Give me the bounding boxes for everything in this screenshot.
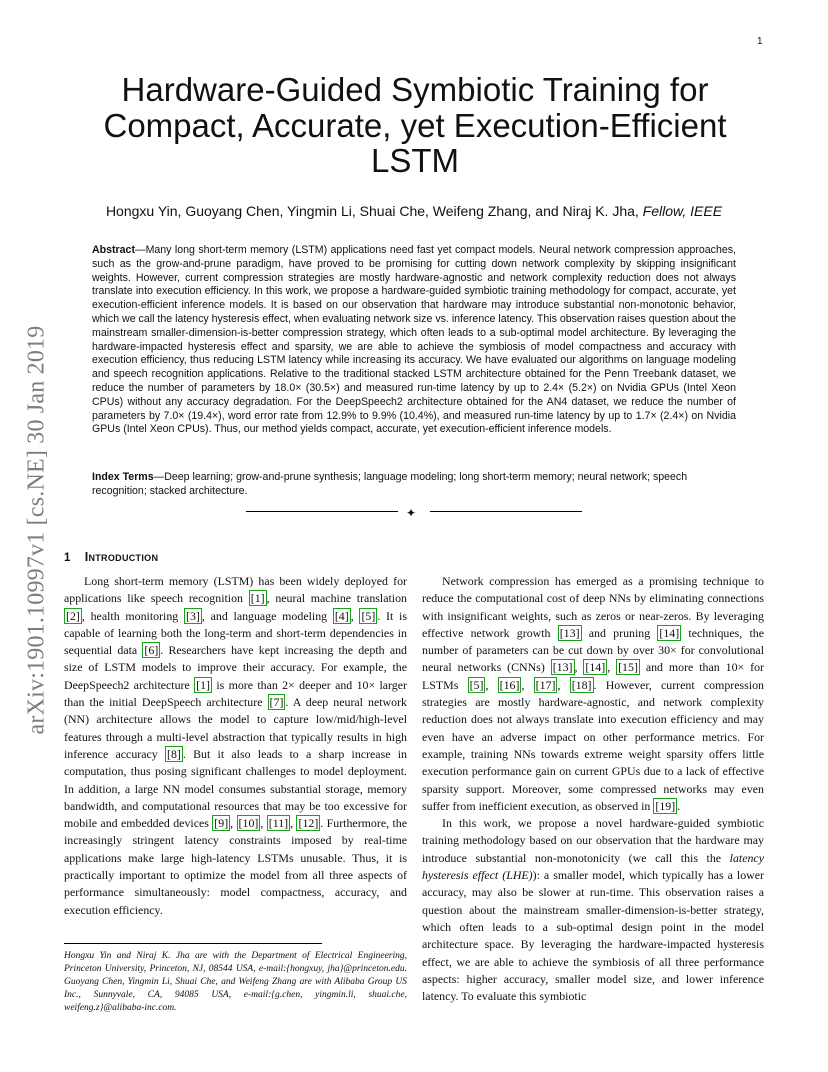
authors-names: Hongxu Yin, Guoyang Chen, Yingmin Li, Shuai Che, Weifeng Zhang, and Niraj K. Jha, [105, 203, 639, 219]
text-run: . However, current compression strategies are mostly hardware-agnostic, and network complexity reduction does not always translate into execution efficiency and may even have an adverse impact on other performance metrics. For example, training NNs towards extreme weight sparsity offers little execution performance gain on current GPUs due to a lack of effective sparsity support. Moreover, some compressed networks may even suffer from inefficient execution, as observed in [422, 677, 764, 813]
text-run: , health monitoring [81, 608, 184, 623]
arxiv-id: arXiv:1901.10997v1 [cs.NE] 30 Jan 2019 [23, 325, 50, 735]
citation-link[interactable]: [11] [268, 816, 289, 831]
text-run: , [607, 660, 617, 675]
text-run: Network compression has emerged as a promising technique to reduce the computational cost of deep NNs by eliminating connections with insignificant weights, such as zeros or near-zeros. By leveraging effective network growth [422, 574, 764, 640]
citation-link[interactable]: [5] [469, 677, 484, 692]
separator-line-right [430, 511, 582, 512]
abstract [92, 244, 736, 437]
citation-link[interactable]: [18] [571, 677, 592, 692]
text-run: . [677, 798, 681, 813]
citation-link[interactable]: [3] [186, 608, 200, 623]
paper-title: Hardware-Guided Symbiotic Training for Compact, Accurate, yet Execution-Efficient LSTM [103, 71, 727, 180]
citation-link[interactable]: [13] [552, 660, 573, 675]
arxiv-stamp [22, 295, 52, 765]
text-run: , [521, 677, 534, 692]
text-run: is more than 2× deeper and 10× larger than the initial DeepSpeech architecture [64, 677, 407, 710]
citation-link[interactable]: [19] [655, 798, 676, 813]
text-run: ): a smaller model, which typically has a lower accuracy, may also be slower at run-time. This observation raises a question about the mainstream smaller-dimension-is-better strategy, which often leads to a sub-optimal design point in the model architecture space. By leveraging the hardware-impacted hysteresis effect, we are able to achieve the symbiosis of all three performance aspects: higher accuracy, smaller model size, and lower inference latency. To evaluate this symbiotic [422, 868, 764, 1004]
section-title: Introduction [84, 550, 159, 564]
separator-line-left [246, 511, 398, 512]
left-column [64, 573, 407, 919]
text-run: . It is capable of learning both the long-term and short-term dependencies in sequential data [64, 608, 407, 658]
section-heading [64, 550, 158, 564]
text-run: , [485, 677, 498, 692]
separator-diamond-icon: ✦ [406, 506, 417, 520]
citation-link[interactable]: [10] [238, 816, 259, 831]
citation-link[interactable]: [4] [334, 608, 349, 623]
citation-link[interactable]: [15] [618, 660, 638, 675]
text-run: Long short-term memory (LSTM) has been widely deployed for applications like speech recognition [64, 574, 407, 606]
text-run: . Furthermore, the increasingly stringent latency constraints imposed by real-time applications make large high-latency LSTMs unusable. Thus, it is practically important to optimize the model from all three aspects of performance simultaneously: model compactness, accuracy, and execution efficiency. [64, 816, 407, 917]
citation-link[interactable]: [1] [196, 677, 210, 692]
intro-paragraph-1 [64, 573, 407, 919]
text-run: , [260, 816, 267, 831]
intro-paragraph-3 [422, 815, 764, 1005]
text-run: , [557, 677, 570, 692]
citation-link[interactable]: [13] [559, 625, 580, 640]
abstract-label: Abstract [92, 244, 135, 256]
emphasis-text: latency hysteresis effect (LHE) [422, 850, 764, 883]
footnote-rule [64, 943, 322, 944]
citation-link[interactable]: [8] [166, 746, 181, 761]
citation-link[interactable]: [2] [66, 608, 80, 623]
text-run: techniques, the number of parameters can be cut down by over 30× for convolutional neural networks (CNNs) [422, 625, 765, 675]
right-column [422, 573, 764, 1005]
text-run: , [290, 816, 297, 831]
citation-link[interactable]: [14] [659, 625, 680, 640]
author-list [60, 203, 768, 219]
text-run: , neural machine translation [266, 591, 407, 606]
text-run: In this work, we propose a novel hardware-guided symbiotic training methodology based on our observation that the hardware may introduce substantial non-monotonicity (we call this the [422, 816, 764, 865]
citation-link[interactable]: [14] [585, 660, 606, 675]
intro-paragraph-2 [422, 573, 764, 815]
text-run: and pruning [581, 625, 658, 640]
text-run: , [574, 660, 584, 675]
citation-link[interactable]: [5] [361, 608, 376, 623]
text-run: , [350, 608, 360, 623]
index-label: Index Terms [92, 471, 154, 483]
text-run: and more than 10× for LSTMs [422, 660, 764, 692]
citation-link[interactable]: [7] [269, 695, 284, 710]
abstract-text: —Many long short-term memory (LSTM) applications need fast yet compact models. Neural network compression approaches, such as the grow-and-prune paradigm, have proved to be promising for cutting down network complexity by skipping insignificant weights. However, current compression strategies are mostly hardware-agnostic and network complexity reduction does not always translate into execution efficiency. In this work, we propose a hardware-guided symbiotic training methodology for compact, accurate, yet execution-efficient inference models. It is based on our observation that hardware may introduce substantial non-monotonic behavior, which we call the latency hysteresis effect, when evaluating network size vs. inference latency. This observation raises question about the mainstream smaller-dimension-is-better compression strategy, which often leads to a sub-optimal model architecture. By leveraging the hardware-impacted hysteresis effect and sparsity, we are able to achieve the symbiosis of model compactness and accuracy with execution efficiency, thus reducing LSTM latency while increasing its accuracy. We have evaluated our algorithms on language modeling and speech recognition applications. Relative to the traditional stacked LSTM architecture obtained for the Penn Treebank dataset, we reduce the number of parameters by 18.0× (30.5×) and measured run-time latency by up to 2.4× (5.2×) on Nvidia GPUs (Intel Xeon CPUs) without any accuracy degradation. For the DeepSpeech2 architecture obtained for the AN4 dataset, we reduce the number of parameters by 7.0× (19.4×), word error rate from 12.9% to 9.9% (10.4%), and measured run-time latency by up to 1.7× (2.4×) on Nvidia GPUs (Intel Xeon CPUs). Thus, our method yields compact, accurate, yet execution-efficient inference models. [92, 244, 736, 436]
text-run: , [230, 816, 237, 831]
index-text: —Deep learning; grow-and-prune synthesis; language modeling; long short-term memory; neural network; speech recognition; stacked architecture. [92, 471, 688, 497]
citation-link[interactable]: [9] [214, 816, 229, 831]
text-run: . A deep neural network (NN) architecture allows the model to capture low/mid/high-level features through a multi-level abstraction that typically results in high inference accuracy [64, 695, 407, 761]
index-terms [92, 471, 736, 499]
authors-fellow: Fellow, IEEE [642, 203, 723, 219]
section-number: 1 [64, 552, 71, 564]
citation-link[interactable]: [1] [250, 591, 265, 606]
footnote: Hongxu Yin and Niraj K. Jha are with the Department of Electrical Engineering, Princeton University, Princeton, NJ, 08544 USA, e-mail:{hongxuy, jha}@princeton.edu. Guoyang Chen, Yingmin Li, Shuai Che, and Weifeng Zhang are with Alibaba Group US Inc., Sunnyvale, CA, 94085 USA, e-mail:{g.chen, yingmin.li, shuai.che, weifeng.z}@alibaba-inc.com. [64, 951, 407, 1013]
text-run: . Researchers have kept increasing the depth and size of LSTM models to improve their accuracy. For example, the DeepSpeech2 architecture [64, 643, 407, 692]
citation-link[interactable]: [12] [298, 816, 319, 831]
citation-link[interactable]: [16] [499, 677, 520, 692]
citation-link[interactable]: [17] [535, 677, 556, 692]
page-number: 1 [757, 36, 763, 47]
citation-link[interactable]: [6] [144, 643, 159, 658]
text-run: , and language modeling [201, 608, 333, 623]
text-run: . But it also leads to a sharp increase in computation, thus posing significant challenges to model deployment. In addition, a large NN model consumes substantial storage, memory bandwidth, and computational resources that may be too excessive for mobile and embedded devices [64, 746, 407, 831]
